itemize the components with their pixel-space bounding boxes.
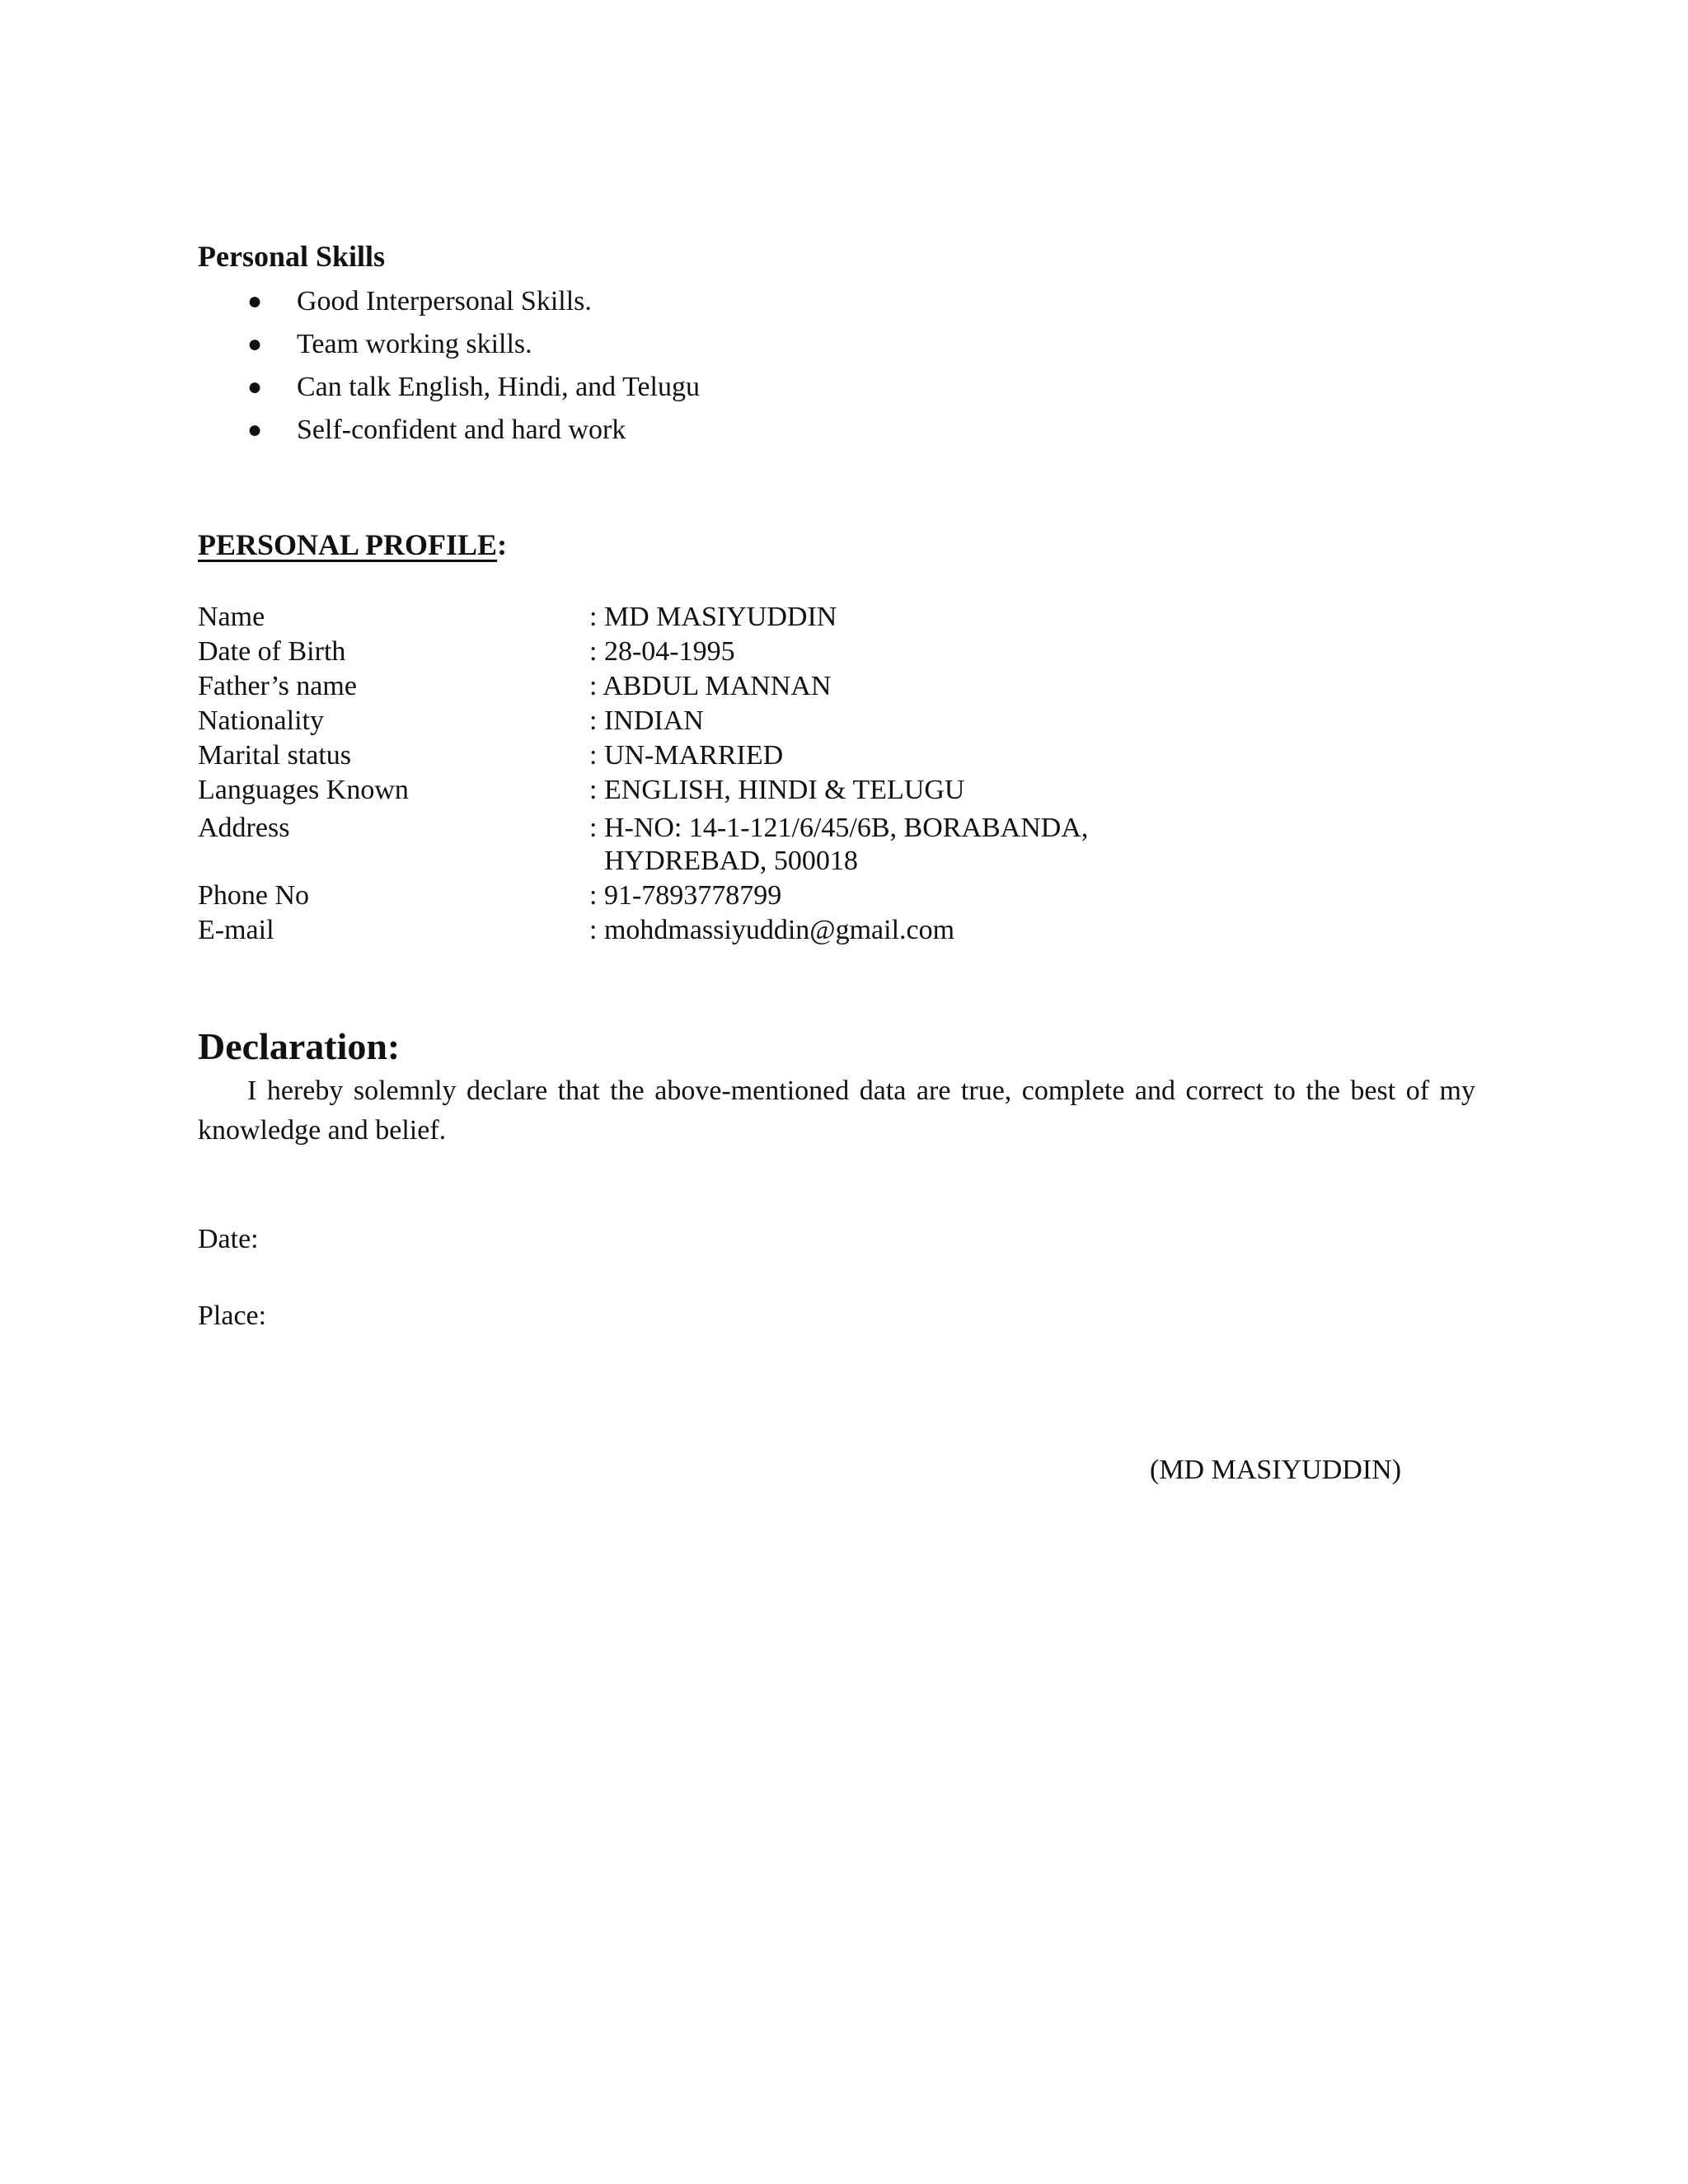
list-item: [247, 409, 700, 452]
profile-value: : MD MASIYUDDIN: [589, 602, 837, 632]
profile-label: Marital status: [198, 740, 352, 771]
profile-value: : INDIAN: [589, 705, 704, 736]
profile-label: E-mail: [198, 915, 274, 945]
profile-value: : 28-04-1995: [589, 636, 735, 667]
bullet-icon: ●: [247, 416, 263, 443]
place-label: Place:: [198, 1301, 267, 1331]
skill-text: Good Interpersonal Skills.: [297, 286, 592, 316]
profile-label: Father’s name: [198, 671, 357, 701]
skill-text: Self-confident and hard work: [297, 415, 626, 445]
profile-value: : 91-7893778799: [589, 880, 782, 911]
bullet-icon: ●: [247, 288, 263, 315]
profile-label: Date of Birth: [198, 636, 346, 667]
profile-value-continued: HYDREBAD, 500018: [604, 846, 858, 876]
list-item: [247, 323, 700, 366]
personal-profile-heading-colon: :: [497, 528, 508, 561]
bullet-icon: ●: [247, 373, 263, 401]
list-item: [247, 280, 700, 323]
profile-value: : UN-MARRIED: [589, 740, 784, 771]
profile-value: : H-NO: 14-1-121/6/45/6B, BORABANDA,: [589, 813, 1089, 843]
profile-label: Languages Known: [198, 775, 409, 805]
declaration-heading: Declaration:: [198, 1025, 401, 1067]
personal-skills-heading: Personal Skills: [198, 240, 386, 273]
signature-name: (MD MASIYUDDIN): [1150, 1455, 1402, 1485]
profile-label: Phone No: [198, 880, 310, 911]
bullet-icon: ●: [247, 330, 263, 358]
skill-text: Team working skills.: [297, 329, 532, 359]
skill-text: Can talk English, Hindi, and Telugu: [297, 372, 700, 402]
personal-profile-heading-text: PERSONAL PROFILE: [198, 528, 498, 561]
personal-skills-list: [247, 280, 700, 452]
date-label: Date:: [198, 1224, 259, 1254]
profile-label: Nationality: [198, 705, 324, 736]
profile-value: : ENGLISH, HINDI & TELUGU: [589, 775, 965, 805]
list-item: [247, 366, 700, 409]
profile-label: Address: [198, 813, 290, 843]
declaration-text: I hereby solemnly declare that the above-mentioned data are true, complete and correct to the best of my knowledge and belief.: [198, 1076, 1475, 1146]
profile-label: Name: [198, 602, 265, 632]
personal-profile-heading: [198, 527, 507, 562]
profile-value: : ABDUL MANNAN: [589, 671, 832, 701]
profile-value: : mohdmassiyuddin@gmail.com: [589, 915, 955, 945]
